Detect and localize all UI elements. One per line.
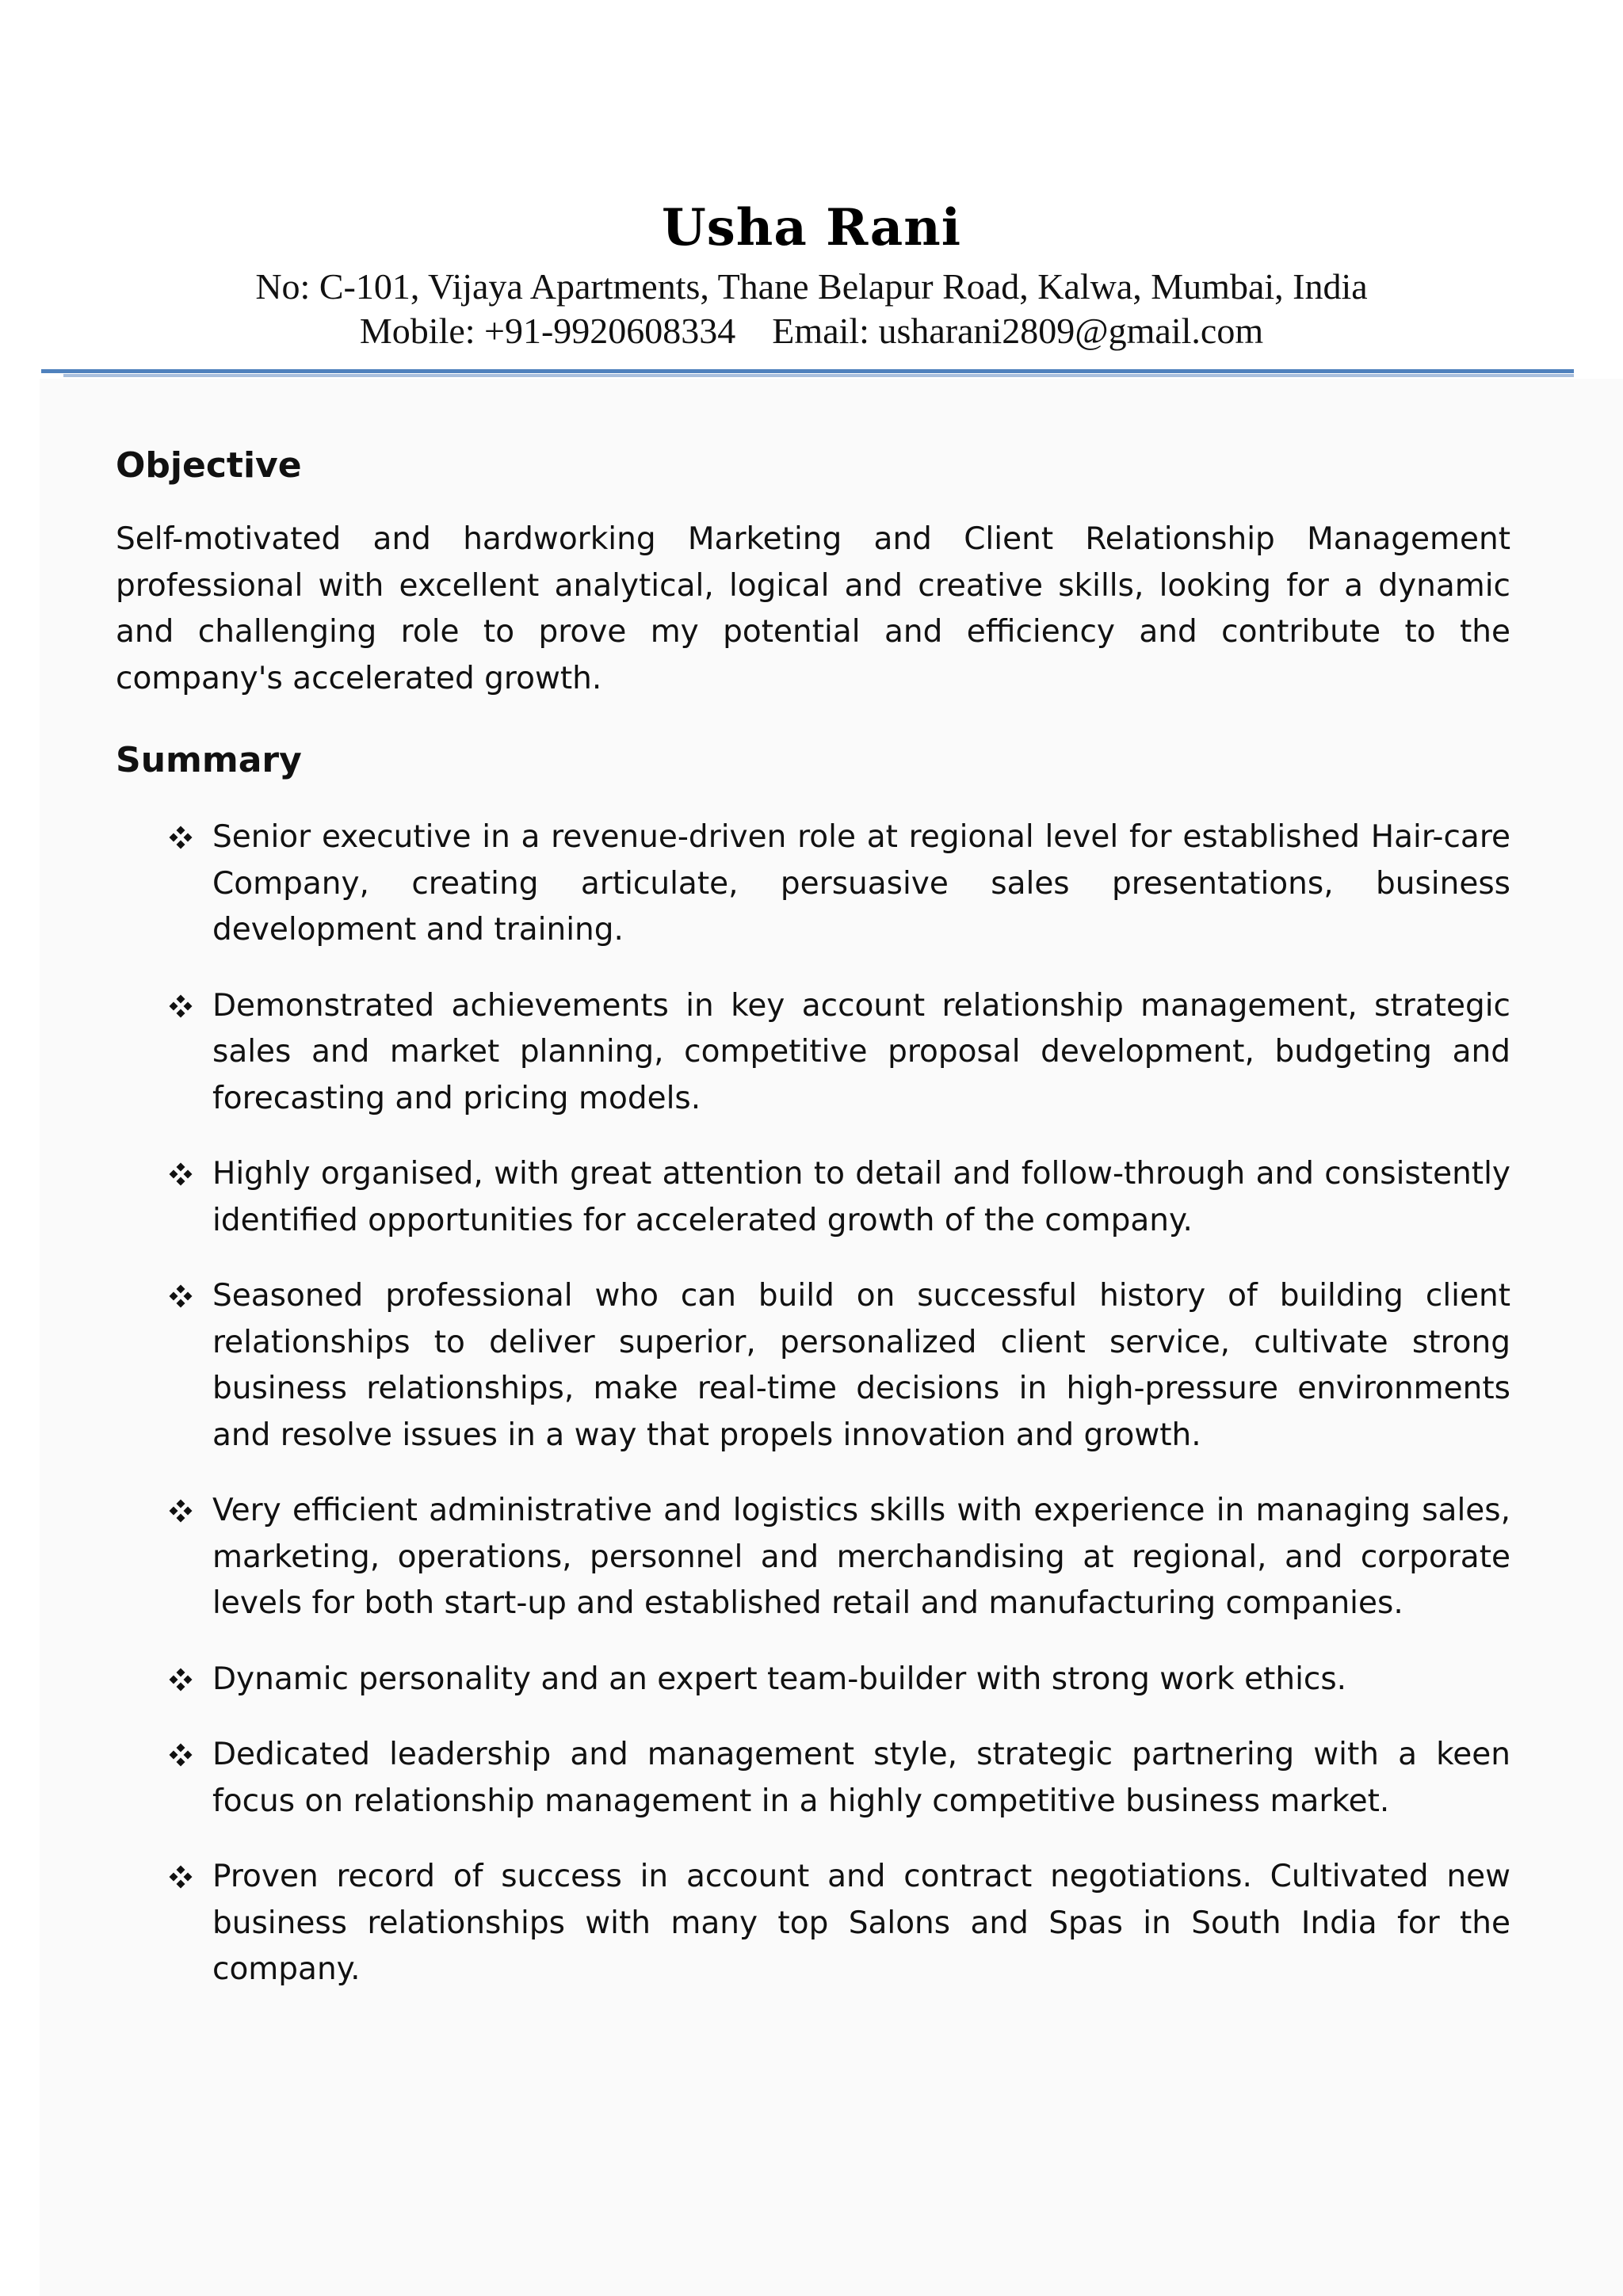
candidate-contact: Mobile: +91-9920608334 Email: usharani2809@gmail.com <box>359 311 1264 351</box>
diamond-shape <box>170 1507 178 1516</box>
summary-heading: Summary <box>116 740 302 780</box>
four-diamond-glyph <box>169 1162 193 1186</box>
summary-item <box>116 1488 1510 1627</box>
four-diamond-bullet-icon <box>165 1732 197 1778</box>
four-diamond-bullet-icon <box>165 1273 197 1319</box>
summary-item-text: Highly organised, with great attention to detail and follow-through and consistently identified opportunities for accelerated growth of the company. <box>212 1156 1510 1238</box>
diamond-shape <box>177 1668 185 1676</box>
diamond-shape <box>177 1285 185 1294</box>
four-diamond-bullet-icon <box>165 814 197 860</box>
diamond-shape <box>177 841 185 849</box>
four-diamond-bullet-icon <box>165 983 197 1029</box>
four-diamond-glyph <box>169 1668 193 1691</box>
four-diamond-glyph <box>169 826 193 849</box>
summary-item-text: Seasoned professional who can build on successful history of building client relationships to deliver superior, personalized client service, cultivate strong business relationships, make real-time decisions in high-pressure environments and resolve issues in a way that propels innovation and growth. <box>212 1278 1510 1453</box>
candidate-address: No: C-101, Vijaya Apartments, Thane Belapur Road, Kalwa, Mumbai, India <box>255 266 1368 307</box>
diamond-shape <box>177 1866 185 1875</box>
diamond-shape <box>177 1682 185 1691</box>
diamond-shape <box>184 1507 193 1516</box>
diamond-shape <box>177 1880 185 1889</box>
summary-item <box>116 814 1510 954</box>
summary-item <box>116 1854 1510 1993</box>
objective-text: Self-motivated and hardworking Marketing and Client Relationship Management professional with excellent analytical, logical and creative skills, looking for a dynamic and challenging role to prove my potential and efficiency and contribute to the company's accelerated growth. <box>116 521 1510 696</box>
diamond-shape <box>170 1675 178 1684</box>
summary-item <box>116 1151 1510 1244</box>
four-diamond-bullet-icon <box>165 1854 197 1900</box>
diamond-shape <box>170 1001 178 1010</box>
four-diamond-glyph <box>169 1499 193 1523</box>
four-diamond-glyph <box>169 1865 193 1889</box>
summary-item <box>116 1273 1510 1459</box>
diamond-shape <box>184 1001 193 1010</box>
diamond-shape <box>177 1009 185 1017</box>
four-diamond-bullet-icon <box>165 1488 197 1534</box>
summary-item-text: Senior executive in a revenue-driven role at regional level for established Hair-care Company, creating articulate, persuasive sales presentations, business development and training. <box>212 819 1510 948</box>
diamond-shape <box>170 1751 178 1760</box>
four-diamond-bullet-icon <box>165 1151 197 1197</box>
summary-item <box>116 1657 1510 1703</box>
objective-heading: Objective <box>116 445 302 486</box>
summary-item-text: Dynamic personality and an expert team-builder with strong work ethics. <box>212 1661 1347 1697</box>
four-diamond-glyph <box>169 1743 193 1767</box>
header-divider <box>41 369 1574 373</box>
diamond-shape <box>184 1751 193 1760</box>
diamond-shape <box>170 1170 178 1179</box>
diamond-shape <box>170 833 178 842</box>
summary-item-text: Demonstrated achievements in key account relationship management, strategic sales and market planning, competitive proposal development, budgeting and forecasting and pricing models. <box>212 987 1510 1116</box>
diamond-shape <box>184 833 193 842</box>
diamond-shape <box>177 994 185 1003</box>
summary-item <box>116 983 1510 1123</box>
candidate-name: Usha Rani <box>661 198 962 257</box>
diamond-shape <box>177 1163 185 1172</box>
diamond-shape <box>184 1292 193 1301</box>
summary-item-text: Proven record of success in account and contract negotiations. Cultivated new business relationships with many top Salons and Spas in South India for the company. <box>212 1859 1510 1987</box>
summary-item-text: Very efficient administrative and logistics skills with experience in managing sales, marketing, operations, personnel and merchandising at regional, and corporate levels for both start-up and established retail and manufacturing companies. <box>212 1493 1510 1621</box>
diamond-shape <box>184 1170 193 1179</box>
summary-list <box>116 814 1510 1993</box>
four-diamond-glyph <box>169 1284 193 1308</box>
diamond-shape <box>177 1299 185 1308</box>
diamond-shape <box>177 1744 185 1753</box>
diamond-shape <box>177 826 185 835</box>
diamond-shape <box>184 1675 193 1684</box>
diamond-shape <box>177 1514 185 1523</box>
diamond-shape <box>177 1758 185 1767</box>
summary-item <box>116 1732 1510 1825</box>
diamond-shape <box>170 1873 178 1882</box>
objective-section <box>116 436 1510 702</box>
summary-section <box>116 730 1510 1993</box>
diamond-shape <box>177 1500 185 1508</box>
diamond-shape <box>177 1177 185 1186</box>
four-diamond-bullet-icon <box>165 1657 197 1703</box>
diamond-shape <box>170 1292 178 1301</box>
four-diamond-glyph <box>169 994 193 1018</box>
summary-item-text: Dedicated leadership and management style, strategic partnering with a keen focus on relationship management in a highly competitive business market. <box>212 1737 1510 1819</box>
diamond-shape <box>184 1873 193 1882</box>
resume-body <box>116 436 1510 2023</box>
header-divider-shadow <box>63 374 1574 377</box>
